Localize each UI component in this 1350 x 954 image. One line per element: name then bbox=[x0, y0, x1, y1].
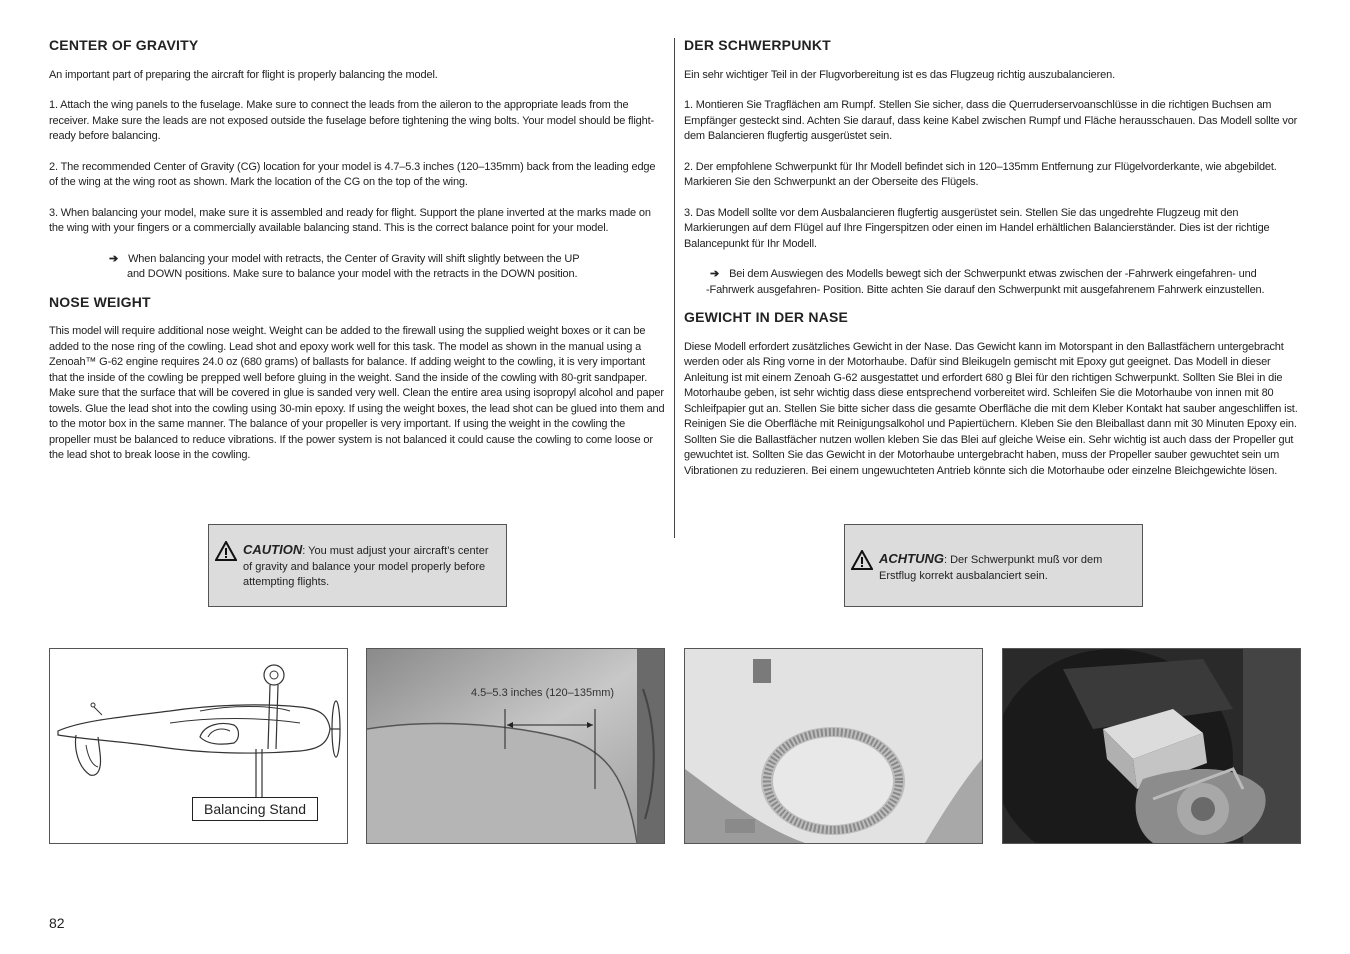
paragraph: An important part of preparing the aircraft for flight is properly balancing the model. bbox=[49, 68, 438, 81]
caution-heading: CAUTION bbox=[243, 542, 303, 557]
german-column bbox=[684, 38, 1302, 494]
paragraph: 2. The recommended Center of Gravity (CG) location for your model is 4.7–5.3 inches (120–135mm) back from the leading edge of the wing at the wing root as shown. Mark the location of the CG on the top of the wing. bbox=[49, 160, 656, 188]
caution-text: : You must adjust your aircraft’s center of gravity and balance your model properly before attempting flights. bbox=[243, 545, 489, 588]
paragraph: 1. Montieren Sie Tragflächen am Rumpf. Stellen Sie sicher, dass die Querruderservoanschlüsse in die richtigen Buchsen am Empfänger gesteckt sind. Achten Sie darauf, dass keine Kabel zwischen Rumpf und Fläche herausschauen. Das Modell sollte vor dem Balancieren flugfertig ausgerüstet sein. bbox=[684, 99, 1298, 142]
achtung-heading: ACHTUNG bbox=[879, 551, 944, 566]
warning-icon bbox=[851, 550, 873, 570]
paragraph: 1. Attach the wing panels to the fuselage. Make sure to connect the leads from the aileron to the appropriate leads from the receiver. Make sure the leads are not exposed outside the fuselage before tightening the wing bolts. Your model should be flight-ready before balancing. bbox=[49, 99, 654, 142]
heading-gewicht-in-der-nase: GEWICHT IN DER NASE bbox=[684, 309, 849, 325]
warning-icon bbox=[215, 541, 237, 561]
cowling-lead-shot-photo bbox=[684, 648, 983, 844]
page-number: 82 bbox=[49, 915, 65, 931]
cg-measurement-photo bbox=[366, 648, 665, 844]
arrow-right-icon: ➔ bbox=[710, 268, 720, 280]
paragraph: 2. Der empfohlene Schwerpunkt für Ihr Modell befindet sich in 120–135mm Entfernung zur Flügelvorderkante, wie abgebildet. Markieren Sie den Schwerpunkt an der Oberseite des Flügels. bbox=[684, 160, 1277, 188]
heading-schwerpunkt: DER SCHWERPUNKT bbox=[684, 37, 831, 53]
paragraph: This model will require additional nose weight. Weight can be added to the firewall using the supplied weight boxes or it can be added to the nose ring of the cowling. Lead shot and epoxy work well for this task. The model as shown in the manual using a Zenoah™ G-62 engine requires 24.0 oz (680 grams) of ballasts for balance. If adding weight to the cowling, it is very important that the inside of the cowling be prepped well before gluing in the weight. Sand the inside of the cowling with 80-grit sandpaper. Make sure that the surface that will be covered in glue is sanded very well. Clean the entire area using isopropyl alcohol and paper towels. Glue the lead shot into the cowling using 30-min epoxy. If using the weight boxes, the lead shot can be glued into them and to the motor box in the same manner. The balance of your propeller is very important. If using the weight in the cowling the propeller must be balanced to reduce vibrations. If the power system is not balanced it could cause the cowling to come loose or the lead shot to break loose in the cowling. bbox=[49, 325, 665, 461]
retract-note: ➔ When balancing your model with retracts, the Center of Gravity will shift slightly between the UP and DOWN positions. Make sure to balance your model with the retracts in the DOWN position. bbox=[109, 252, 580, 280]
column-divider bbox=[674, 38, 675, 538]
heading-center-of-gravity: CENTER OF GRAVITY bbox=[49, 37, 199, 53]
achtung-text: : Der Schwerpunkt muß vor dem Erstflug korrekt ausbalanciert sein. bbox=[879, 554, 1103, 582]
paragraph: Diese Modell erfordert zusätzliches Gewicht in der Nase. Das Gewicht kann im Motorspant in den Ballastfächern untergebracht werden oder als Ring vorne in der Motorhaube. Dafür sind Bleikugeln gemischt mit Epoxy gut geeignet. Das Modell in dieser Anleitung ist mit einem Zenoah G-62 ausgestattet und erfordert 680 g Blei für den richtigen Schwerpunkt. Sollten Sie Blei in die Motorhaube geben, ist sehr wichtig dass diese entsprechend vorbereitet wird. Schleifen Sie die Motorhaube von innen mit 80 Schleifpapier gut an. Stellen Sie bitte sicher dass die gesamte Oberfläche die mit dem Kleber Kontakt hat sauber angeschliffen ist. Reinigen Sie die Oberfläche mit Reinigungsalkohol und Papiertüchern. Kleben Sie den Bleiballast dann mit 30 Minuten Epoxy ein. Sollten Sie die Ballastfächer nutzen wollen kleben Sie das Blei auf gleiche Weise ein. Sehr wichtig ist auch dass der Propeller gut gewuchtet ist. Sollten Sie das Gewicht in der Motorhaube untergebracht haben, muss der Propeller sauber gewuchtet sein um Vibrationen zu reduzieren. Bei einem ungewuchteten Antrieb könnte sich die Motorhaube oder einzelne Bleichgewichte lösen. bbox=[684, 340, 1298, 477]
caution-box bbox=[208, 524, 507, 607]
heading-nose-weight: NOSE WEIGHT bbox=[49, 293, 151, 310]
cowling-photo-illustration bbox=[685, 649, 982, 843]
english-column bbox=[49, 38, 665, 479]
balancing-stand-label: Balancing Stand bbox=[192, 797, 318, 821]
weight-box-photo bbox=[1002, 648, 1301, 844]
achtung-box bbox=[844, 524, 1143, 607]
paragraph: 3. When balancing your model, make sure it is assembled and ready for flight. Support the plane inverted at the marks made on the wing with your fingers or a commercially available balancing stand. This is the correct balance point for your model. bbox=[49, 206, 651, 234]
cg-measurement-label: 4.5–5.3 inches (120–135mm) bbox=[471, 687, 615, 699]
paragraph: 3. Das Modell sollte vor dem Ausbalancieren flugfertig ausgerüstet sein. Stellen Sie das ungedrehte Flugzeug mit den Markierungen auf dem Flügel auf Ihre Fingerspitzen oder einen im Handel erhältlichen Balancierständer. Dies ist der richtige Balancepunkt für Ihr Modell. bbox=[684, 206, 1270, 250]
wing-photo-illustration bbox=[367, 649, 664, 843]
arrow-right-icon: ➔ bbox=[109, 252, 119, 265]
motor-box-photo-illustration bbox=[1003, 649, 1300, 843]
retract-note: ➔ Bei dem Auswiegen des Modells bewegt sich der Schwerpunkt etwas zwischen der -Fahrwerk eingefahren- und -Fahrwerk ausgefahren- Position. Bitte achten Sie darauf den Schwerpunkt mit ausgefahrenem Fahrwerk einzustellen. bbox=[706, 268, 1265, 296]
balancing-stand-diagram bbox=[49, 648, 348, 844]
paragraph: Ein sehr wichtiger Teil in der Flugvorbereitung ist es das Flugzeug richtig auszubalancieren. bbox=[684, 68, 1115, 81]
